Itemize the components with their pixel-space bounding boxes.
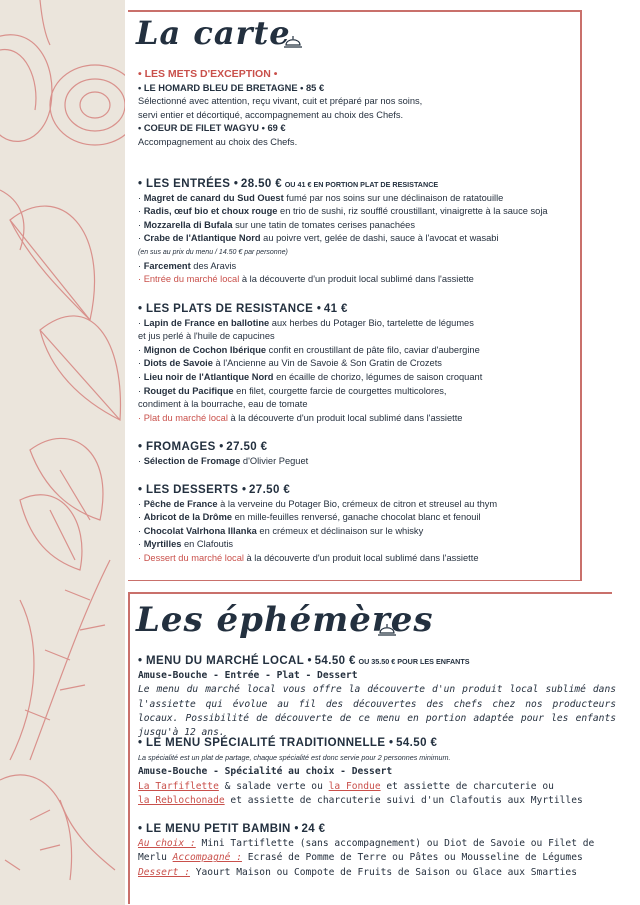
entree-desc: sur une tatin de tomates cerises panachées — [232, 219, 415, 230]
bambin-text: Yaourt Maison ou Compote de Fruits de Saison ou Glace aux Smarties — [189, 866, 577, 878]
plat-desc: en filet, courgette farcie de courgettes multicolores, — [233, 385, 447, 396]
plat-name: Diots de Savoie — [143, 358, 213, 369]
marche-desc: Le menu du marché local vous offre la découverte d'un produit local sublimé dans l'assiette qui évolue au fil des découvertes des chefs chez nos producteurs locaux. Possibilité de découverte de ce menu en portion adaptée pour les enfants jusqu'à 12 ans. — [138, 684, 616, 739]
bambin-text: Mini Tartiflette (sans accompagnement) ou Diot de Savoie ou Filet de — [195, 838, 595, 850]
page-title-carte: La carte — [136, 14, 291, 52]
entree-local-desc: à la découverte d'un produit local sublimé dans l'assiette — [239, 274, 474, 285]
marche-courses: Amuse-Bouche - Entrée - Plat - Dessert — [138, 670, 358, 682]
plat-desc: à l'Ancienne au Vin de Savoie & Son Gratin de Crozets — [212, 358, 442, 369]
section-exception — [138, 68, 422, 150]
entree-desc: au poivre vert, gelée de dashi, sauce à l'avocat et wasabi — [260, 233, 499, 244]
fromage-name: Sélection de Fromage — [143, 455, 241, 466]
fromages-heading: • FROMAGES • — [138, 441, 224, 453]
bambin-heading: • LE MENU PETIT BAMBIN • — [138, 823, 299, 835]
entree-local: Entrée du marché local — [143, 274, 240, 285]
exception-heading: • LES METS D'EXCEPTION • — [138, 68, 278, 80]
plat-desc: et jus perlé à l'huile de capucines — [138, 331, 275, 342]
dessert-local: Dessert du marché local — [143, 552, 244, 563]
trad-text: et assiette de charcuterie suivi d'un Clafoutis aux Myrtilles — [224, 794, 583, 806]
marche-price: 54.50 € — [314, 655, 356, 667]
entree-name: Farcement — [143, 260, 191, 271]
plat-name: Mignon de Cochon Ibérique — [143, 344, 267, 355]
dessert-desc: en crémeux et déclinaison sur le whisky — [256, 525, 424, 536]
choix-label: Au choix : — [138, 838, 196, 850]
section-menu-trad — [138, 736, 616, 808]
cloche-icon — [284, 33, 302, 49]
plat-desc: confit en croustillant de pâte filo, caviar d'aubergine — [266, 344, 480, 355]
entree-desc: en trio de sushi, riz soufflé croustillant, vinaigrette à la sauce soja — [277, 206, 548, 217]
dessert-label: Dessert : — [138, 866, 190, 878]
wagyu-desc: Accompagnement au choix des Chefs. — [138, 136, 298, 147]
section-menu-bambin — [138, 822, 616, 880]
bambin-text: Merlu — [138, 852, 173, 864]
fromage-desc: d'Olivier Peguet — [240, 455, 309, 466]
homard-desc-2: servi entier et décortiqué, accompagnement au choix des Chefs. — [138, 109, 404, 120]
trad-note: La spécialité est un plat de partage, chaque spécialité est donc servie pour 2 personnes minimum. — [138, 753, 451, 763]
bambin-text: Ecrasé de Pomme de Terre ou Pâtes ou Mousseline de Légumes — [241, 852, 583, 864]
plats-heading: • LES PLATS DE RESISTANCE • — [138, 303, 322, 315]
wagyu-name: • COEUR DE FILET WAGYU • — [138, 123, 265, 134]
plat-name: Lapin de France en ballotine — [143, 317, 270, 328]
entree-name: Radis, œuf bio et choux rouge — [143, 206, 278, 217]
tartiflette-label: La Tarfiflette — [138, 780, 219, 792]
plat-local: Plat du marché local — [143, 412, 228, 423]
dessert-name: Myrtilles — [143, 539, 182, 550]
plats-price: 41 € — [323, 303, 348, 315]
homard-price: 85 € — [306, 82, 325, 93]
trad-text: & salade verte ou — [218, 780, 329, 792]
plat-desc: aux herbes du Potager Bio, tartelette de légumes — [269, 317, 474, 328]
homard-name: • LE HOMARD BLEU DE BRETAGNE • — [138, 82, 304, 93]
dessert-name: Pêche de France — [143, 498, 218, 509]
plat-local-desc: à la découverte d'un produit local sublimé dans l'assiette — [227, 412, 463, 423]
wagyu-price: 69 € — [267, 123, 286, 134]
plat-name: Rouget du Pacifique — [143, 385, 234, 396]
entree-desc: des Aravis — [190, 260, 237, 271]
reblochonade-label: la Reblochonade — [138, 794, 225, 806]
trad-heading: • LE MENU SPÉCIALITÉ TRADITIONNELLE • — [138, 737, 394, 749]
trad-text: et assiette de charcuterie ou — [380, 780, 554, 792]
plat-name: Lieu noir de l'Atlantique Nord — [143, 371, 274, 382]
trad-price: 54.50 € — [396, 737, 438, 749]
desserts-heading: • LES DESSERTS • — [138, 484, 247, 496]
plat-desc: en écaille de chorizo, légumes de saison croquant — [273, 371, 483, 382]
fondue-label: la Fondue — [328, 780, 381, 792]
marche-kids: OU 35.50 € POUR LES ENFANTS — [358, 657, 470, 666]
section-entrees: • LES ENTRÉES • 28.50 € OU 41 € EN PORTION PLAT DE RESISTANCE · Magret de canard du Sud Ouest fumé par nos soins sur une déclinaison de ratatouille · Radis, œuf bio et choux rouge en trio de sushi, riz soufflé croustillant, vinaigrette à la sauce soja · Mozzarella di Bufala sur une tatin de tomates cerises panachées · Crabe de l'Atlantique Nord au poivre vert, gelée de dashi, sauce à l'avocat et wasabi (en sus au prix du menu / 14.50 € par personne) · Farcement des Aravis · Entrée du marché local à la découverte d'un produit local sublimé dans l'assiette — [138, 178, 548, 285]
dessert-desc: en mille-feuilles renversé, ganache chocolat blanc et fenouil — [232, 512, 481, 523]
desserts-price: 27.50 € — [248, 484, 291, 496]
entree-name: Crabe de l'Atlantique Nord — [143, 233, 261, 244]
cloche-icon — [378, 621, 396, 637]
section-fromages: • FROMAGES • 27.50 € · Sélection de Fromage d'Olivier Peguet — [138, 441, 309, 466]
dessert-name: Chocolat Valrhona Illanka — [143, 525, 257, 536]
entrees-alt: OU 41 € EN PORTION PLAT DE RESISTANCE — [284, 180, 439, 189]
accomp-label: Accompagné : — [172, 852, 242, 864]
bambin-price: 24 € — [301, 823, 326, 835]
entrees-price: 28.50 € — [240, 178, 283, 190]
marche-heading: • MENU DU MARCHÉ LOCAL • — [138, 655, 312, 667]
entrees-heading: • LES ENTRÉES • — [138, 178, 239, 190]
homard-desc-1: Sélectionné avec attention, reçu vivant, cuit et préparé par nos soins, — [138, 96, 423, 107]
plat-desc: condiment à la bourrache, eau de tomate — [138, 399, 308, 410]
fromages-price: 27.50 € — [226, 441, 268, 453]
botanical-illustration — [0, 0, 125, 905]
entree-name: Mozzarella di Bufala — [143, 219, 233, 230]
entree-name: Magret de canard du Sud Ouest — [143, 192, 284, 203]
section-menu-marche — [138, 654, 616, 740]
entree-desc: fumé par nos soins sur une déclinaison de ratatouille — [283, 192, 504, 203]
section-plats: • LES PLATS DE RESISTANCE • 41 € · Lapin de France en ballotine aux herbes du Potager Bio, tartelette de légumes et jus perlé à l'huile de capucines · Mignon de Cochon Ibérique confit en croustillant de pâte filo, caviar d'aubergine · Diots de Savoie à l'Ancienne au Vin de Savoie & Son Gratin de Crozets · Lieu noir de l'Atlantique Nord en écaille de chorizo, légumes de saison croquant · Rouget du Pacifique en filet, courgette farcie de courgettes multicolores, condiment à la bourrache, eau de tomate · Plat du marché local à la découverte d'un produit local sublimé dans l'assiette — [138, 303, 483, 423]
dessert-local-desc: à la découverte d'un produit local sublimé dans l'assiette — [243, 552, 479, 563]
dessert-desc: en Clafoutis — [181, 539, 234, 550]
botanical-drawing — [0, 0, 125, 905]
page-title-ephemeres: Les éphémères — [136, 600, 434, 640]
supplement-note: (en sus au prix du menu / 14.50 € par personne) — [138, 248, 288, 256]
section-desserts: • LES DESSERTS • 27.50 € · Pêche de France à la verveine du Potager Bio, crémeux de citron et streusel au thym · Abricot de la Drôme en mille-feuilles renversé, ganache chocolat blanc et fenouil · Chocolat Valrhona Illanka en crémeux et déclinaison sur le whisky · Myrtilles en Clafoutis · Dessert du marché local à la découverte d'un produit local sublimé dans l'assiette — [138, 484, 498, 563]
dessert-desc: à la verveine du Potager Bio, crémeux de citron et streusel au thym — [217, 498, 498, 509]
trad-courses: Amuse-Bouche - Spécialité au choix - Dessert — [138, 766, 393, 778]
dessert-name: Abricot de la Drôme — [143, 512, 233, 523]
